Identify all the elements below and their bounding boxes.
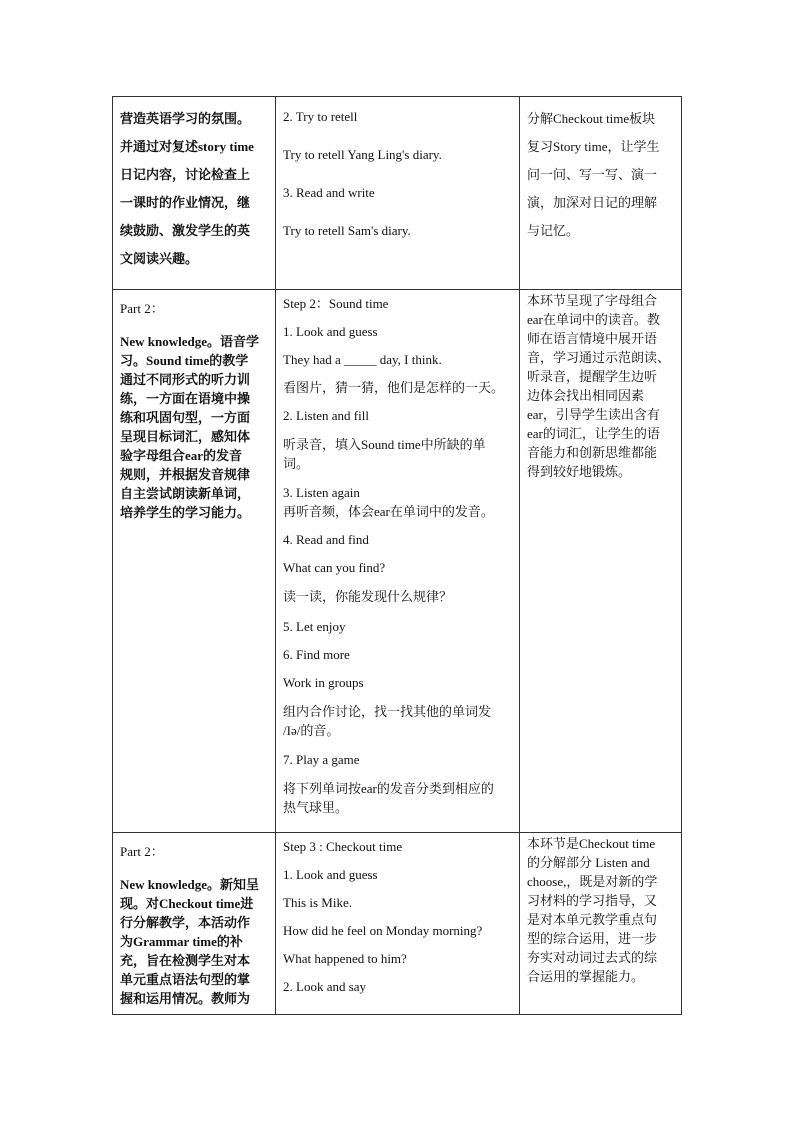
- purpose-line: 问一问、写一写、演一: [527, 167, 658, 182]
- goal-line: 行分解教学，本活动作: [120, 915, 251, 930]
- goal-line: 习。Sound time的教学: [120, 353, 249, 368]
- goal-line: 规则，并根据发音规律: [120, 467, 251, 482]
- activity-line: 5. Let enjoy: [283, 619, 346, 634]
- goal-line: 充，旨在检测学生对本: [120, 953, 251, 968]
- goal-line: 自主尝试朗读新单词，: [120, 486, 251, 501]
- activity-line: How did he feel on Monday morning?: [283, 923, 483, 938]
- table-row: [113, 833, 682, 1015]
- purpose-cell: [520, 97, 682, 290]
- goal-line: 练，一方面在语境中操: [120, 391, 251, 406]
- purpose-line: 与记忆。: [527, 223, 580, 238]
- goal-cell: [113, 97, 276, 290]
- activity-cell: [276, 290, 520, 833]
- goal-line: 续鼓励、激发学生的英: [120, 223, 251, 238]
- purpose-line: 本环节是Checkout time: [527, 836, 656, 851]
- purpose-line: 音，学习通过示范朗读、: [527, 350, 671, 365]
- activity-line: Work in groups: [283, 675, 364, 690]
- purpose-line: 音能力和创新思维都能: [527, 445, 658, 460]
- purpose-line: 演，加深对日记的理解: [527, 195, 658, 210]
- activity-line: What can you find?: [283, 560, 386, 575]
- part-title: Part 2：: [120, 844, 164, 859]
- activity-line: 热气球里。: [283, 800, 349, 815]
- goal-line: New knowledge。新知呈: [120, 877, 260, 892]
- goal-line: 通过不同形式的听力训: [120, 372, 251, 387]
- activity-line: 3. Listen again: [283, 485, 360, 500]
- activity-line: 读一读，你能发现什么规律？: [283, 589, 453, 604]
- goal-line: 呈现目标词汇，感知体: [120, 429, 251, 444]
- goal-line: 握和运用情况。教师为: [120, 991, 251, 1006]
- goal-line: 日记内容，讨论检查上: [120, 167, 251, 182]
- activity-line: 2. Listen and fill: [283, 408, 369, 423]
- part-title: Part 2：: [120, 301, 164, 316]
- purpose-line: ear的词汇，让学生的语: [527, 426, 660, 441]
- lesson-table: [112, 96, 682, 1015]
- goal-line: 验字母组合ear的发音: [120, 448, 243, 463]
- purpose-line: ear，引导学生读出含有: [527, 407, 660, 422]
- table-row: [113, 97, 682, 290]
- purpose-line: 的分解部分 Listen and: [527, 855, 650, 870]
- goal-line: 文阅读兴趣。: [120, 251, 199, 266]
- goal-line: New knowledge。语音学: [120, 334, 260, 349]
- activity-line: 6. Find more: [283, 647, 350, 662]
- goal-line: 营造英语学习的氛围。: [120, 111, 251, 126]
- purpose-line: 得到较好地锻炼。: [527, 464, 632, 479]
- goal-cell: [113, 833, 276, 1015]
- activity-line: 再听音频，体会ear在单词中的发音。: [283, 504, 494, 519]
- goal-line: 培养学生的学习能力。: [120, 505, 251, 520]
- activity-line: Try to retell Sam's diary.: [283, 223, 411, 238]
- purpose-line: 师在语言情境中展开语: [527, 331, 658, 346]
- purpose-line: 本环节呈现了字母组合: [527, 293, 658, 308]
- purpose-cell: [520, 833, 682, 1015]
- purpose-cell: [520, 290, 682, 833]
- purpose-line: 夯实对动词过去式的综: [527, 950, 658, 965]
- purpose-line: 习材料的学习指导，又: [527, 893, 658, 908]
- activity-line: 将下列单词按ear的发音分类到相应的: [283, 781, 494, 796]
- purpose-line: 听录音，提醒学生边听: [527, 369, 658, 384]
- purpose-line: ear在单词中的读音。教: [527, 312, 660, 327]
- goal-line: 单元重点语法句型的掌: [120, 972, 251, 987]
- goal-line: 现。对Checkout time进: [120, 896, 254, 911]
- activity-line: 7. Play a game: [283, 752, 360, 767]
- step-title: Step 2：Sound time: [283, 296, 389, 311]
- purpose-line: 合运用的掌握能力。: [527, 969, 645, 984]
- activity-line: 2. Try to retell: [283, 109, 358, 124]
- activity-line: This is Mike.: [283, 895, 352, 910]
- activity-line: /Iə/的音。: [283, 723, 340, 738]
- goal-line: 一课时的作业情况，继: [120, 195, 251, 210]
- activity-line: 1. Look and guess: [283, 324, 378, 339]
- goal-cell: [113, 290, 276, 833]
- goal-line: 为Grammar time的补: [120, 934, 243, 949]
- purpose-line: 边体会找出相同因素: [527, 388, 645, 403]
- activity-line: 2. Look and say: [283, 979, 367, 994]
- activity-line: 4. Read and find: [283, 532, 369, 547]
- activity-line: 组内合作讨论，找一找其他的单词发: [283, 704, 492, 719]
- activity-cell: [276, 97, 520, 290]
- activity-line: 看图片，猜一猜，他们是怎样的一天。: [283, 380, 505, 395]
- goal-line: 并通过对复述story time: [120, 139, 254, 154]
- activity-line: 3. Read and write: [283, 185, 375, 200]
- table-row: [113, 290, 682, 833]
- activity-line: 听录音，填入Sound time中所缺的单: [283, 437, 486, 452]
- purpose-line: 是对本单元教学重点句: [527, 912, 658, 927]
- purpose-line: 分解Checkout time板块: [527, 111, 656, 126]
- step-title: Step 3 : Checkout time: [283, 839, 403, 854]
- goal-line: 练和巩固句型，一方面: [120, 410, 251, 425]
- activity-line: 1. Look and guess: [283, 867, 378, 882]
- activity-line: What happened to him?: [283, 951, 407, 966]
- purpose-line: 复习Story time，让学生: [527, 139, 660, 154]
- activity-line: 词。: [283, 456, 310, 471]
- activity-line: Try to retell Yang Ling's diary.: [283, 147, 442, 162]
- purpose-line: choose,，既是对新的学: [527, 874, 658, 889]
- activity-cell: [276, 833, 520, 1015]
- activity-line: They had a _____ day, I think.: [283, 352, 442, 367]
- purpose-line: 型的综合运用，进一步: [527, 931, 658, 946]
